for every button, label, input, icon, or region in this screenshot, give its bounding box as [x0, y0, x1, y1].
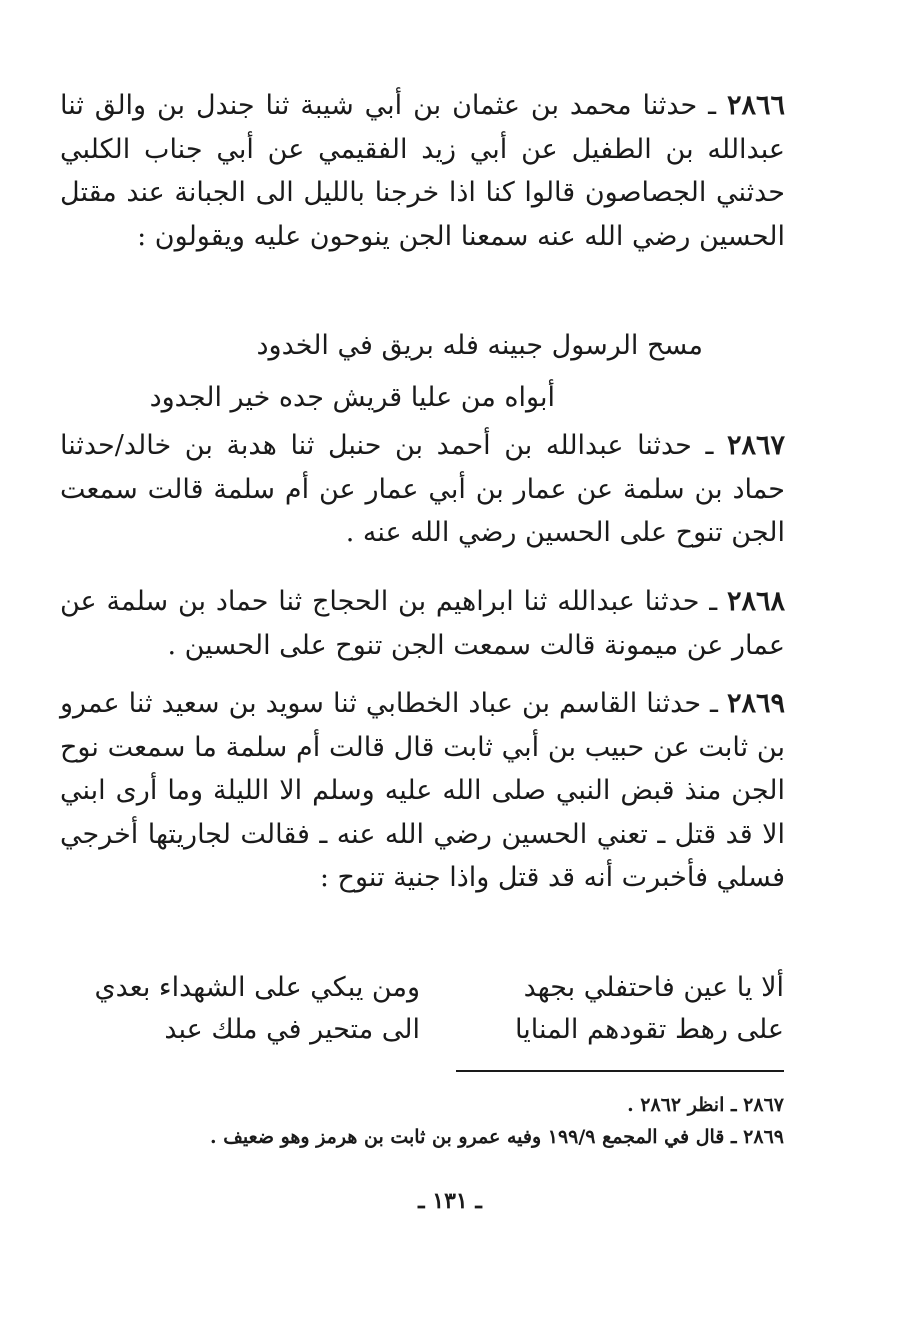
poem-verse-1: مسح الرسول جبينه فله بريق في الخدود — [256, 330, 703, 361]
poem-hemistich-right-1: ألا يا عين فاحتفلي بجهد — [523, 972, 784, 1003]
hadith-2867 — [60, 424, 785, 555]
hadith-text: ـ حدثنا القاسم بن عباد الخطابي ثنا سويد بن سعيد ثنا عمرو بن ثابت عن حبيب بن أبي ثابت قال قالت أم سلمة ما سمعت نوح الجن منذ قبض النبي صلى الله عليه وسلم الا الليلة وما أرى ابني الا قد قتل ـ تعني الحسين رضي الله عنه ـ فقالت لجاريتها أخرجي فسلي فأخبرت أنه قد قتل واذا جنية تنوح : — [60, 688, 785, 893]
footnote-2867: ٢٨٦٧ ـ انظر ٢٨٦٢ . — [627, 1094, 784, 1116]
hadith-text: ـ حدثنا عبدالله ثنا ابراهيم بن الحجاج ثنا حماد بن سلمة عن عمار عن ميمونة قالت سمعت الجن تنوح على الحسين . — [60, 586, 785, 661]
poem-hemistich-right-2: على رهط تقودهم المنايا — [514, 1014, 784, 1045]
poem-hemistich-left-1: ومن يبكي على الشهداء بعدي — [94, 972, 420, 1003]
hadith-number: ٢٨٦٨ — [726, 586, 785, 617]
hadith-text: ـ حدثنا عبدالله بن أحمد بن حنبل ثنا هدبة بن خالد/حدثنا حماد بن سلمة عن عمار بن أبي عمار عن أم سلمة قالت سمعت الجن تنوح على الحسين رضي الله عنه . — [60, 430, 785, 548]
footnote-divider — [456, 1070, 784, 1072]
hadith-2869 — [60, 682, 785, 900]
page-number: ـ ١٣١ ـ — [418, 1188, 482, 1214]
hadith-number: ٢٨٦٦ — [726, 90, 785, 121]
footnote-2869: ٢٨٦٩ ـ قال في المجمع ١٩٩/٩ وفيه عمرو بن ثابت بن هرمز وهو ضعيف . — [210, 1126, 784, 1148]
hadith-2866 — [60, 84, 785, 258]
hadith-number: ٢٨٦٩ — [726, 688, 785, 719]
poem-verse-2: أبواه من عليا قريش جده خير الجدود — [149, 382, 555, 413]
poem-hemistich-left-2: الى متحير في ملك عبد — [164, 1014, 420, 1045]
hadith-number: ٢٨٦٧ — [726, 430, 785, 461]
hadith-text: ـ حدثنا محمد بن عثمان بن أبي شيبة ثنا جندل بن والق ثنا عبدالله بن الطفيل عن أبي زيد الفقيمي عن أبي جناب الكلبي حدثني الجصاصون قالوا كنا اذا خرجنا بالليل الى الجبانة عند مقتل الحسين رضي الله عنه سمعنا الجن ينوحون عليه ويقولون : — [60, 90, 785, 252]
hadith-2868 — [60, 580, 785, 667]
